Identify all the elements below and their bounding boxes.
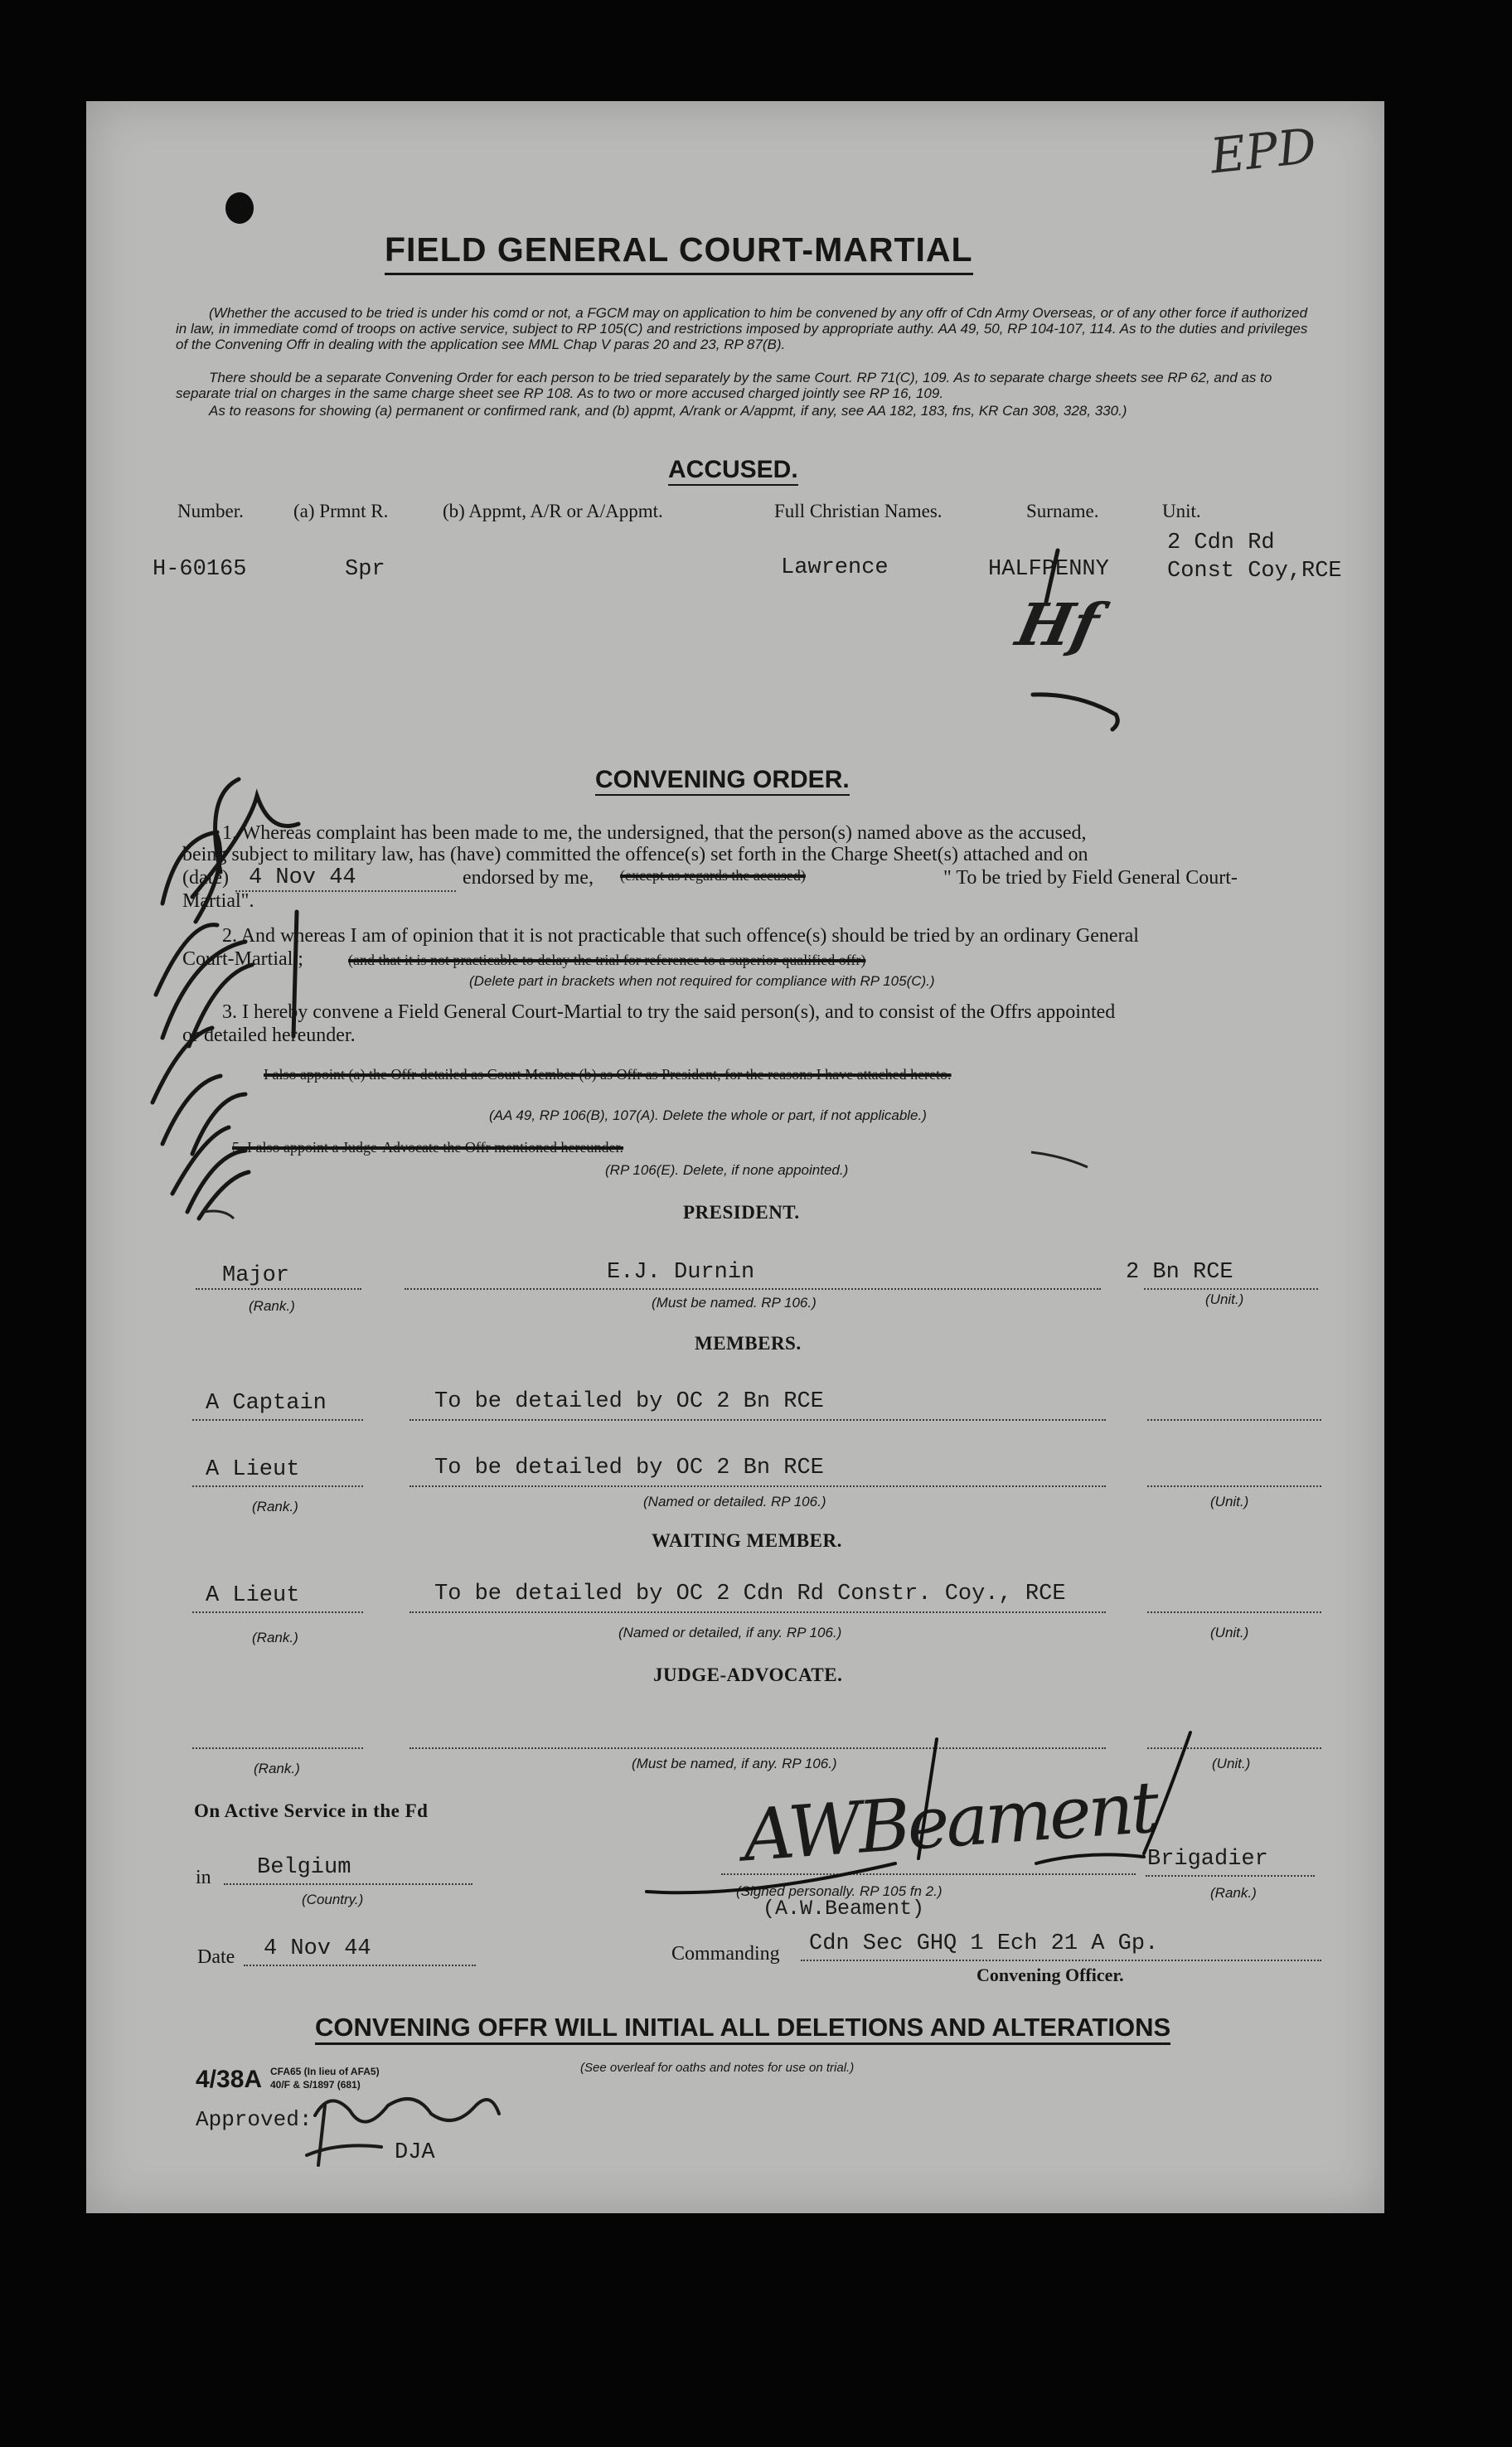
para1-date-line xyxy=(235,890,456,892)
signature-line xyxy=(721,1873,1136,1875)
waiting-rank-label: (Rank.) xyxy=(252,1630,298,1645)
punch-hole xyxy=(225,192,254,224)
president-rank-label: (Rank.) xyxy=(249,1298,295,1314)
president-heading: PRESIDENT. xyxy=(683,1202,800,1223)
waiting-member-name: To be detailed by OC 2 Cdn Rd Constr. Coy., RCE xyxy=(434,1582,1066,1606)
waiting-unit-label: (Unit.) xyxy=(1210,1625,1249,1640)
country-line xyxy=(224,1883,472,1885)
para1-endorsed: endorsed by me, xyxy=(463,867,594,889)
para3-line2: or detailed hereunder. xyxy=(182,1025,356,1046)
member-2-name-line xyxy=(410,1485,1106,1487)
column-prmnt-rank: (a) Prmnt R. xyxy=(293,501,389,521)
member-2-rank: A Lieut xyxy=(206,1457,300,1482)
see-overleaf-note: (See overleaf for oaths and notes for use on trial.) xyxy=(580,2061,855,2075)
member-1-name: To be detailed by OC 2 Bn RCE xyxy=(434,1389,824,1414)
member-2-name: To be detailed by OC 2 Bn RCE xyxy=(434,1456,824,1480)
command-line xyxy=(801,1960,1321,1961)
waiting-member-rank: A Lieut xyxy=(206,1583,300,1608)
para1-struck-text: (except as regards the accused) xyxy=(620,867,806,884)
para1-tried-by: " To be tried by Field General Court- xyxy=(943,867,1238,889)
president-rank: Major xyxy=(222,1263,290,1288)
members-heading: MEMBERS. xyxy=(695,1333,802,1354)
judge-rank-line xyxy=(192,1747,363,1749)
accused-unit-line2: Const Coy,RCE xyxy=(1167,559,1342,584)
para1-line1: 1. Whereas complaint has been made to me, the undersigned, that the person(s) named above as the accused, xyxy=(222,822,1087,844)
accused-christian-names: Lawrence xyxy=(781,555,889,580)
para1-date-label: (date) xyxy=(182,867,229,889)
members-name-label: (Named or detailed. RP 106.) xyxy=(643,1494,826,1509)
header-note-3: As to reasons for showing (a) permanent or confirmed rank, and (b) appmt, A/rank or A/appmt, if any, see AA 182, 183, fns, KR Can 308, 328, 330.) xyxy=(209,403,1127,419)
para1-date: 4 Nov 44 xyxy=(249,865,356,890)
convening-officer-label: Convening Officer. xyxy=(976,1965,1124,1985)
column-unit: Unit. xyxy=(1162,501,1201,521)
para3-line1: 3. I hereby convene a Field General Court-Martial to try the said person(s), and to consist of the Offrs appointed xyxy=(222,1001,1116,1023)
accused-heading: ACCUSED. xyxy=(668,456,798,486)
commanding-label: Commanding xyxy=(671,1943,780,1965)
header-note-2: There should be a separate Convening Order for each person to be tried separately by the same Court. RP 71(C), 109. As to separate charge sheets see RP 62, and as to separate trial on charges in the same charge sheet see RP 108. As to two or more accused charged jointly see RP 16, 109. xyxy=(176,370,1272,401)
accused-surname: HALFPENNY xyxy=(988,557,1109,582)
waiting-name-line xyxy=(410,1611,1106,1613)
date-line xyxy=(244,1965,476,1966)
date-value: 4 Nov 44 xyxy=(264,1936,371,1961)
active-service-label: On Active Service in the Fd xyxy=(194,1800,429,1821)
judge-name-line xyxy=(410,1747,1106,1749)
judge-rank-label: (Rank.) xyxy=(254,1761,300,1776)
signed-personally-label: (Signed personally. RP 105 fn 2.) xyxy=(736,1883,943,1899)
para4-struck-text: I also appoint (a) the Offr detailed as Court Member (b) as Offr as President, for the reasons I have attached hereto. xyxy=(264,1066,952,1083)
para2-struck-text: (and that it is not practicable to delay the trial for reference to a superior qualified offr) xyxy=(348,952,866,968)
para5-note: (RP 106(E). Delete, if none appointed.) xyxy=(605,1162,849,1178)
waiting-unit-line xyxy=(1147,1611,1321,1613)
judge-name-label: (Must be named, if any. RP 106.) xyxy=(632,1756,837,1771)
date-label: Date xyxy=(197,1946,235,1968)
signer-rank-line xyxy=(1146,1875,1315,1877)
member-2-unit-line xyxy=(1147,1485,1321,1487)
accused-number: H-60165 xyxy=(153,557,247,582)
president-name-label: (Must be named. RP 106.) xyxy=(652,1295,817,1311)
form-number: 4/38A xyxy=(196,2066,263,2093)
president-unit: 2 Bn RCE xyxy=(1126,1260,1233,1285)
command-value: Cdn Sec GHQ 1 Ech 21 A Gp. xyxy=(809,1931,1159,1956)
column-appmt: (b) Appmt, A/R or A/Appmt. xyxy=(443,501,663,521)
country-label: (Country.) xyxy=(302,1892,364,1907)
convening-officer-signature: AWBeament xyxy=(740,1766,1159,1878)
signer-rank-label: (Rank.) xyxy=(1210,1885,1257,1901)
members-rank-label: (Rank.) xyxy=(252,1499,298,1514)
corner-handwritten-mark: EPD xyxy=(1207,117,1320,185)
para5-struck-text: 5. I also appoint a Judge-Advocate the Offr mentioned hereunder. xyxy=(232,1139,624,1156)
country-value: Belgium xyxy=(257,1855,351,1880)
in-label: in xyxy=(196,1867,211,1888)
accused-initials: Hf xyxy=(1010,590,1106,659)
judge-advocate-heading: JUDGE-ADVOCATE. xyxy=(653,1664,843,1685)
member-1-name-line xyxy=(410,1419,1106,1421)
signer-name: (A.W.Beament) xyxy=(763,1897,925,1921)
president-name-line xyxy=(405,1288,1101,1290)
convening-order-heading: CONVENING ORDER. xyxy=(595,766,850,796)
waiting-member-heading: WAITING MEMBER. xyxy=(652,1530,842,1551)
president-unit-line xyxy=(1144,1288,1318,1290)
president-name: E.J. Durnin xyxy=(607,1260,755,1285)
initial-deletions-warning: CONVENING OFFR WILL INITIAL ALL DELETIONS AND ALTERATIONS xyxy=(315,2013,1170,2045)
form-reference-1: CFA65 (In lieu of AFA5) xyxy=(270,2066,380,2077)
para2-note: (Delete part in brackets when not required for compliance with RP 105(C).) xyxy=(469,973,935,989)
waiting-rank-line xyxy=(192,1611,363,1613)
member-2-rank-line xyxy=(192,1485,363,1487)
member-1-rank-line xyxy=(192,1419,363,1421)
para2-line1: 2. And whereas I am of opinion that it is not practicable that such offence(s) should be tried by an ordinary General xyxy=(222,925,1139,947)
judge-unit-line xyxy=(1147,1747,1321,1749)
para1-line2: being subject to military law, has (have) committed the offence(s) set forth in the Charge Sheet(s) attached and on xyxy=(182,844,1088,865)
president-unit-label: (Unit.) xyxy=(1205,1291,1244,1307)
para4-note: (AA 49, RP 106(B), 107(A). Delete the whole or part, if not applicable.) xyxy=(489,1107,927,1123)
accused-rank: Spr xyxy=(345,557,385,582)
para2-line2: Court-Martial ; xyxy=(182,948,303,970)
column-number: Number. xyxy=(177,501,244,521)
approved-label: Approved: xyxy=(196,2107,313,2132)
form-reference-2: 40/F & S/1897 (681) xyxy=(270,2079,361,2091)
waiting-name-label: (Named or detailed, if any. RP 106.) xyxy=(618,1625,842,1640)
column-surname: Surname. xyxy=(1026,501,1099,521)
president-rank-line xyxy=(196,1288,361,1290)
judge-unit-label: (Unit.) xyxy=(1212,1756,1251,1771)
para1-line4: Martial". xyxy=(182,890,254,912)
member-1-unit-line xyxy=(1147,1419,1321,1421)
approved-by: DJA xyxy=(395,2140,435,2165)
accused-unit-line1: 2 Cdn Rd xyxy=(1167,531,1275,555)
column-christian-names: Full Christian Names. xyxy=(774,501,943,521)
members-unit-label: (Unit.) xyxy=(1210,1494,1249,1509)
header-note-1: (Whether the accused to be tried is under his comd or not, a FGCM may on application to him be convened by any offr of Cdn Army Overseas, or of any other force if authorized in law, in immediate comd of troops on active service, subject to RP 105(C) and restrictions imposed by appropriate authy. AA 49, 50, RP 104-107, 114. As to the duties and privileges of the Convening Offr in dealing with the application see MML Chap V paras 20 and 23, RP 87(B). xyxy=(176,305,1308,352)
signer-rank: Brigadier xyxy=(1147,1847,1268,1872)
member-1-rank: A Captain xyxy=(206,1391,327,1416)
form-title: FIELD GENERAL COURT-MARTIAL xyxy=(385,230,973,275)
